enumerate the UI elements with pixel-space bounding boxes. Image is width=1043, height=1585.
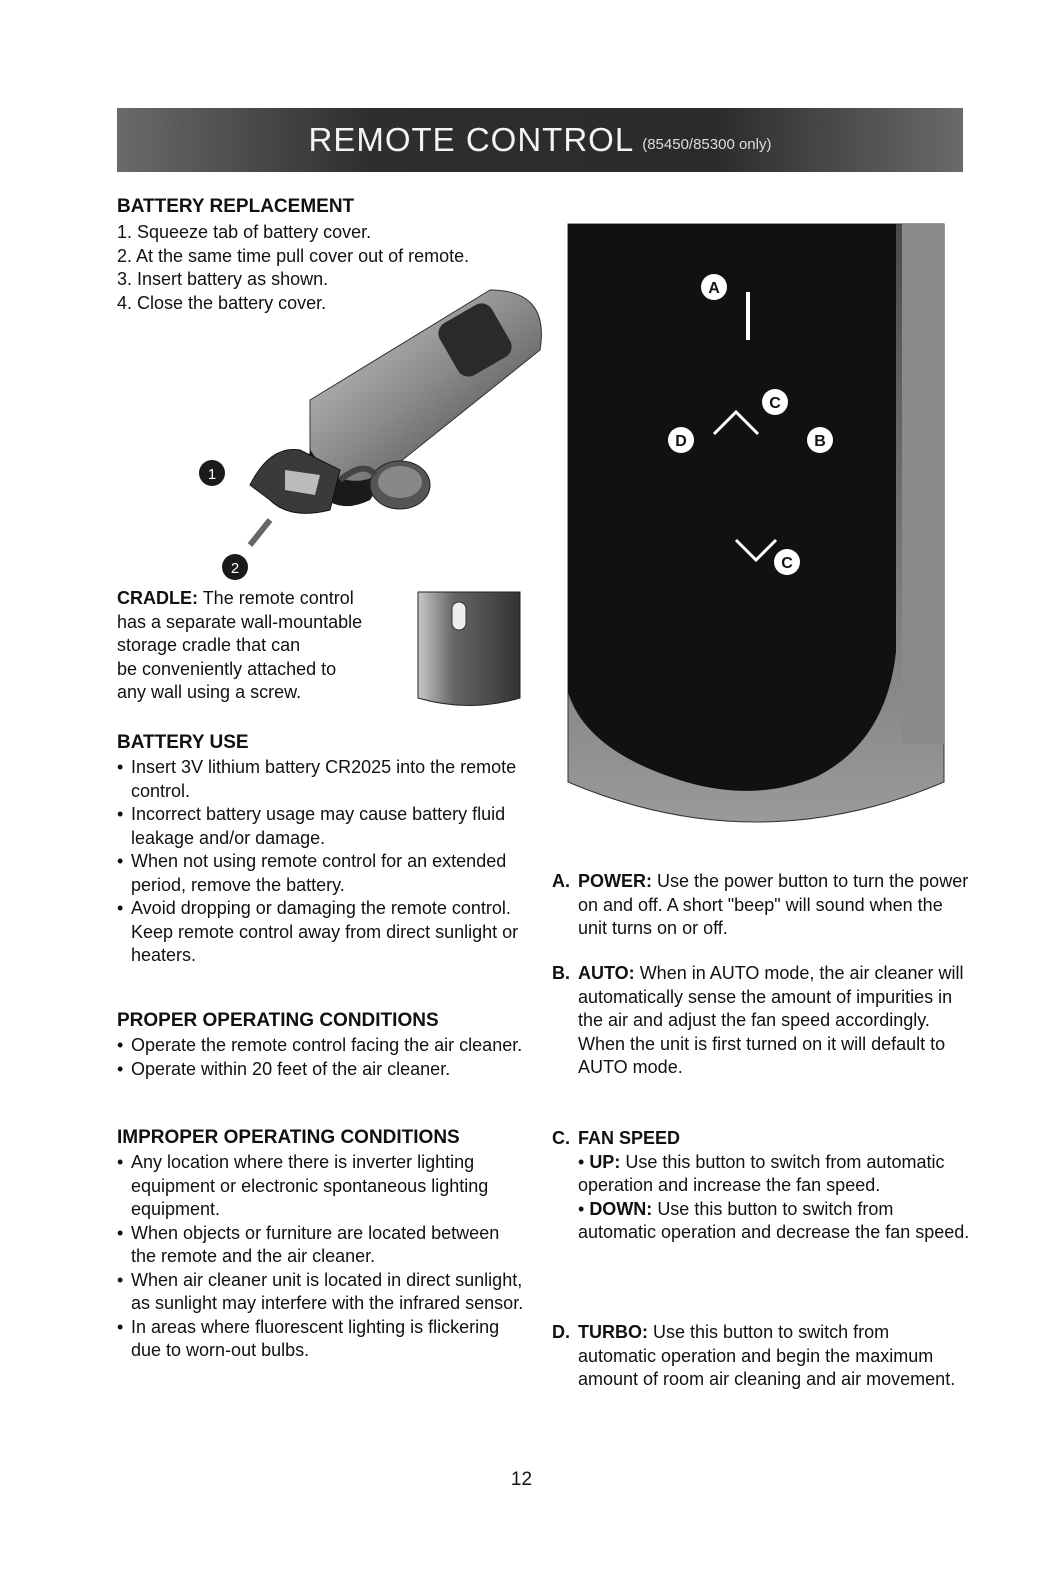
callout-2 bbox=[222, 554, 248, 580]
svg-text:2: 2 bbox=[230, 560, 240, 577]
svg-text:A: A bbox=[708, 280, 720, 297]
callout-c-down bbox=[774, 549, 800, 575]
section-banner bbox=[117, 108, 963, 172]
improper-conditions-heading: IMPROPER OPERATING CONDITIONS bbox=[117, 1127, 460, 1148]
callout-c-up bbox=[762, 389, 788, 415]
cradle-line-3: storage cradle that can bbox=[117, 635, 301, 655]
proper-conditions-heading: PROPER OPERATING CONDITIONS bbox=[117, 1010, 439, 1031]
improper-item-3: • When air cleaner unit is located in direct sunlight, as sunlight may interfere with the infrared sensor. bbox=[117, 1269, 527, 1316]
feature-c-up: • UP: Use this button to switch from automatic operation and increase the fan speed. bbox=[578, 1151, 945, 1195]
callout-a bbox=[701, 274, 727, 300]
step-2: 2. At the same time pull cover out of remote. bbox=[117, 245, 470, 266]
feature-b-label: AUTO: bbox=[578, 963, 635, 983]
proper-conditions-section bbox=[117, 1010, 527, 1081]
battery-use-heading: BATTERY USE bbox=[117, 732, 249, 753]
cradle-illustration bbox=[414, 588, 524, 713]
battery-replacement-heading: BATTERY REPLACEMENT bbox=[117, 196, 355, 217]
feature-c-label: FAN SPEED bbox=[578, 1128, 681, 1148]
feature-d-text: Use this button to switch from automatic operation and begin the maximum amount of room air cleaning and air movement. bbox=[578, 1322, 956, 1389]
feature-c-up-label: UP: bbox=[589, 1151, 621, 1172]
feature-b bbox=[552, 962, 972, 1080]
banner-note: (85450/85300 only) bbox=[642, 135, 772, 153]
battery-use-list bbox=[117, 756, 527, 968]
battery-use-item-2: • Incorrect battery usage may cause battery fluid leakage and/or damage. bbox=[117, 803, 527, 850]
feature-b-letter: B. bbox=[552, 963, 570, 983]
power-symbol-a bbox=[746, 292, 750, 340]
feature-c-up-text: Use this button to switch from automatic operation and increase the fan speed. bbox=[578, 1151, 945, 1195]
step-4: 4. Close the battery cover. bbox=[117, 292, 327, 313]
svg-text:C: C bbox=[781, 555, 793, 572]
feature-b-text: When in AUTO mode, the air cleaner will automatically sense the amount of impurities in the air and adjust the fan speed accordingly. When the unit is first turned on it will default to AUTO mode. bbox=[578, 963, 964, 1077]
cradle-line-2: has a separate wall-mountable bbox=[117, 611, 363, 632]
feature-c bbox=[552, 1127, 972, 1245]
improper-item-2: • When objects or furniture are located between the remote and the air cleaner. bbox=[117, 1222, 527, 1269]
feature-d-label: TURBO: bbox=[578, 1322, 648, 1342]
feature-d bbox=[552, 1321, 972, 1392]
improper-conditions-section bbox=[117, 1127, 527, 1363]
cradle-line-1: The remote control bbox=[202, 588, 354, 608]
feature-a-label: POWER: bbox=[578, 871, 652, 891]
feature-c-down-label: DOWN: bbox=[589, 1198, 653, 1219]
feature-a bbox=[552, 870, 972, 941]
battery-use-item-4: • Avoid dropping or damaging the remote control. Keep remote control away from direct sunlight or heaters. bbox=[117, 897, 527, 968]
cradle-heading: CRADLE: bbox=[117, 588, 198, 608]
proper-conditions-list bbox=[117, 1034, 527, 1081]
cradle-line-4: be conveniently attached to bbox=[117, 658, 337, 679]
callout-b bbox=[807, 427, 833, 453]
proper-item-2: • Operate within 20 feet of the air cleaner. bbox=[117, 1058, 527, 1082]
feature-c-down: • DOWN: Use this button to switch from automatic operation and decrease the fan speed. bbox=[578, 1198, 970, 1242]
svg-text:C: C bbox=[769, 395, 781, 412]
feature-a-letter: A. bbox=[552, 871, 570, 891]
remote-control-image bbox=[566, 222, 946, 854]
battery-use-item-1: • Insert 3V lithium battery CR2025 into the remote control. bbox=[117, 756, 527, 803]
cradle-section bbox=[117, 587, 407, 705]
svg-text:B: B bbox=[814, 433, 826, 450]
step-1: 1. Squeeze tab of battery cover. bbox=[117, 222, 372, 242]
proper-item-1: • Operate the remote control facing the air cleaner. bbox=[117, 1034, 527, 1058]
page-number: 12 bbox=[510, 1469, 533, 1490]
improper-item-1: • Any location where there is inverter lighting equipment or electronic spontaneous lighting equipment. bbox=[117, 1151, 527, 1222]
battery-replacement-illustration bbox=[190, 270, 560, 590]
cradle-line-5: any wall using a screw. bbox=[117, 682, 302, 702]
battery-use-item-3: • When not using remote control for an extended period, remove the battery. bbox=[117, 850, 527, 897]
feature-a-text: Use the power button to turn the power on and off. A short "beep" will sound when the unit turns on or off. bbox=[578, 871, 969, 938]
svg-text:1: 1 bbox=[207, 466, 217, 483]
callout-d bbox=[668, 427, 694, 453]
svg-text:D: D bbox=[675, 433, 687, 450]
feature-c-letter: C. bbox=[552, 1128, 570, 1148]
improper-conditions-list bbox=[117, 1151, 527, 1363]
improper-item-4: • In areas where fluorescent lighting is flickering due to worn-out bulbs. bbox=[117, 1316, 527, 1363]
feature-d-letter: D. bbox=[552, 1322, 570, 1342]
feature-c-down-text: Use this button to switch from automatic operation and decrease the fan speed. bbox=[578, 1198, 970, 1242]
banner-title: REMOTE CONTROL bbox=[308, 121, 635, 158]
callout-1 bbox=[199, 460, 225, 486]
battery-use-section bbox=[117, 732, 527, 968]
step-3: 3. Insert battery as shown. bbox=[117, 269, 329, 289]
